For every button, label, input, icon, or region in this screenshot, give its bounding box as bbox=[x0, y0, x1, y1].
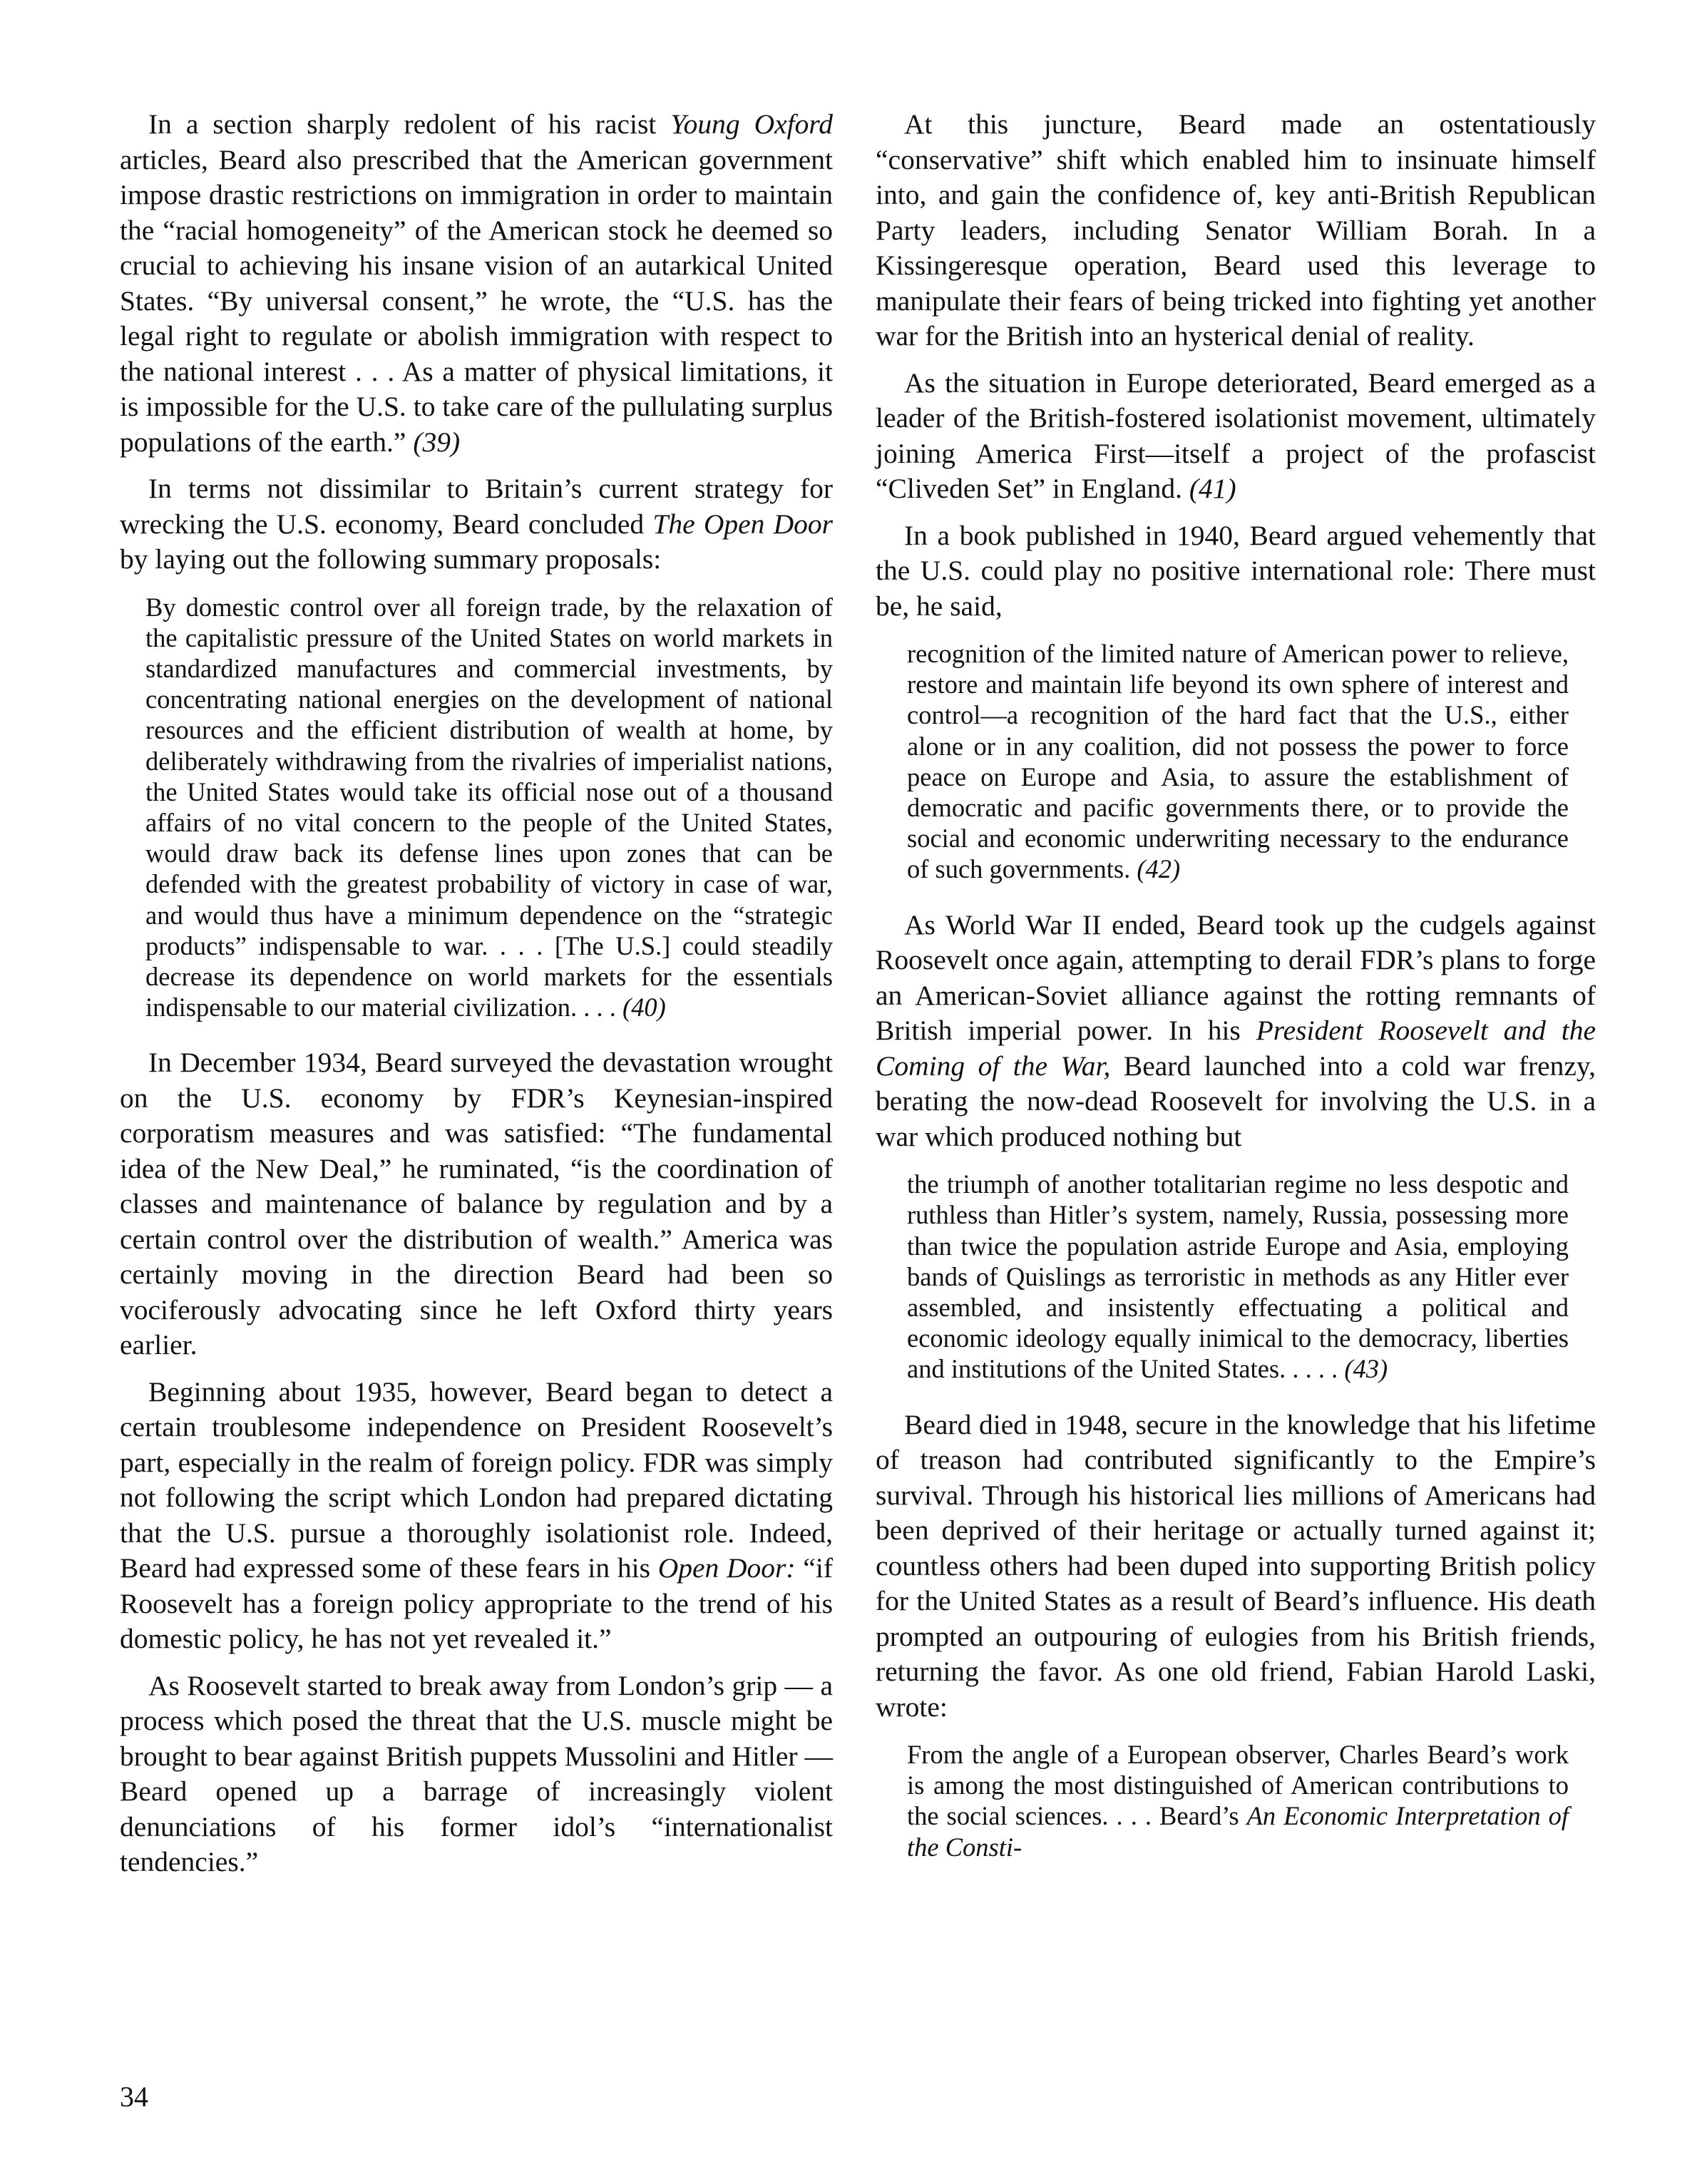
paragraph-conservative-shift: At this juncture, Beard made an ostentatiously “conservative” shift which enabled him to insinuate himself into, and gain the confidence of, key anti-British Republican Party leaders, including Senator William Borah. In a Kissingeresque operation, Beard used this leverage to manipulate their fears of being tricked into fighting yet another war for the British into an hysterical denial of reality. bbox=[876, 108, 1596, 352]
right-column bbox=[876, 107, 1596, 1885]
paragraph-new-deal: In December 1934, Beard surveyed the devastation wrought on the U.S. economy by FDR’s Keynesian-inspired corporatism measures and was satisfied: “The fundamental idea of the New Deal,” he ruminated, “is the coordination of classes and maintenance of balance by regulation and by a certain control over the distribution of wealth.” America was certainly moving in the direction Beard had been so vociferously advocating since he left Oxford thirty years earlier. bbox=[120, 1047, 833, 1361]
paragraph-break-from-london: As Roosevelt started to break away from London’s grip — a process which posed the threat that the U.S. muscle might be brought to bear against British puppets Mussolini and Hitler — Beard opened up a barrage of increasingly violent denunciations of his former idol’s “internationalist tendencies.” bbox=[120, 1669, 833, 1878]
paragraph-beard-death: Beard died in 1948, secure in the knowledge that his lifetime of treason had contributed significantly to the Empire’s survival. Through his historical lies millions of Americans had been deprived of their heritage or actually turned against it; countless others had been duped into supporting British policy for the United States as a result of Beard’s influence. His death prompted an outpouring of eulogies from his British friends, returning the favor. As one old friend, Fabian Harold Laski, wrote: bbox=[876, 1408, 1596, 1723]
paragraph-world-war-ii: As World War II ended, Beard took up the cudgels against Roosevelt once again, attempting to derail FDR’s plans to forge an American-Soviet alliance against the rotting remnants of British imperial power. In his President Roosevelt and the Coming of the War, Beard launched into a cold war frenzy, berating the now-dead Roosevelt for involving the U.S. in a war which produced nothing but bbox=[876, 908, 1596, 1152]
page-number: 34 bbox=[120, 2081, 148, 2113]
block-quote-laski: From the angle of a European observer, Charles Beard’s work is among the most distinguished of American contributions to the social sciences. . . . Beard’s An Economic Interpretation of the Consti- bbox=[907, 1740, 1569, 1862]
block-quote-limited-power: recognition of the limited nature of American power to relieve, restore and maintain life beyond its own sphere of interest and control—a recognition of the hard fact that the U.S., either alone or in any coalition, did not possess the power to force peace on Europe and Asia, to assure the establishment of democratic and pacific governments there, or to provide the social and economic underwriting necessary to the endurance of such governments. (42) bbox=[907, 639, 1569, 884]
paragraph-roosevelt-independence: Beginning about 1935, however, Beard began to detect a certain troublesome independence on President Roosevelt’s part, especially in the realm of foreign policy. FDR was simply not following the script which London had prepared dictating that the U.S. pursue a thoroughly isolationist role. Indeed, Beard had expressed some of these fears in his Open Door: “if Roosevelt has a foreign policy appropriate to the trend of his domestic policy, he has not yet revealed it.” bbox=[120, 1375, 833, 1655]
block-quote-totalitarian-regime: the triumph of another totalitarian regime no less despotic and ruthless than Hitler’s system, namely, Russia, possessing more than twice the population astride Europe and Asia, employing bands of Quislings as terroristic in methods as any Hitler ever assembled, and insistently effectuating a political and economic ideology equally inimical to the democracy, liberties and institutions of the United States. . . . . (43) bbox=[907, 1169, 1569, 1384]
paragraph-isolationist-movement: As the situation in Europe deteriorated, Beard emerged as a leader of the British-fostered isolationist movement, ultimately joining America First—itself a project of the profascist “Cliveden Set” in England. (41) bbox=[876, 366, 1596, 504]
left-column bbox=[120, 107, 833, 1892]
block-quote-open-door-proposals: By domestic control over all foreign trade, by the relaxation of the capitalistic pressure of the United States on world markets in standardized manufactures and commercial investments, by concentrating national energies on the development of national resources and the efficient distribution of wealth at home, by deliberately withdrawing from the rivalries of imperialist nations, the United States would take its official nose out of a thousand affairs of no vital concern to the people of the United States, would draw back its defense lines upon zones that can be defended with the greatest probability of victory in case of war, and would thus have a minimum dependence on the “strategic products” indispensable to war. . . . [The U.S.] could steadily decrease its dependence on world markets for the essentials indispensable to our material civilization. . . . (40) bbox=[145, 592, 833, 1022]
paragraph-immigration: In a section sharply redolent of his racist Young Oxford articles, Beard also prescribed that the American government impose drastic restrictions on immigration in order to maintain the “racial homogeneity” of the American stock he deemed so crucial to achieving his insane vision of an autarkical United States. “By universal consent,” he wrote, the “U.S. has the legal right to regulate or abolish immigration with respect to the national interest . . . As a matter of physical limitations, it is impossible for the U.S. to take care of the pullulating surplus populations of the earth.” (39) bbox=[120, 108, 834, 458]
paragraph-book-1940: In a book published in 1940, Beard argued vehemently that the U.S. could play no positive international role: There must be, he said, bbox=[876, 519, 1596, 622]
paragraph-open-door: In terms not dissimilar to Britain’s current strategy for wrecking the U.S. economy, Beard concluded The Open Door by laying out the following summary proposals: bbox=[120, 473, 833, 575]
